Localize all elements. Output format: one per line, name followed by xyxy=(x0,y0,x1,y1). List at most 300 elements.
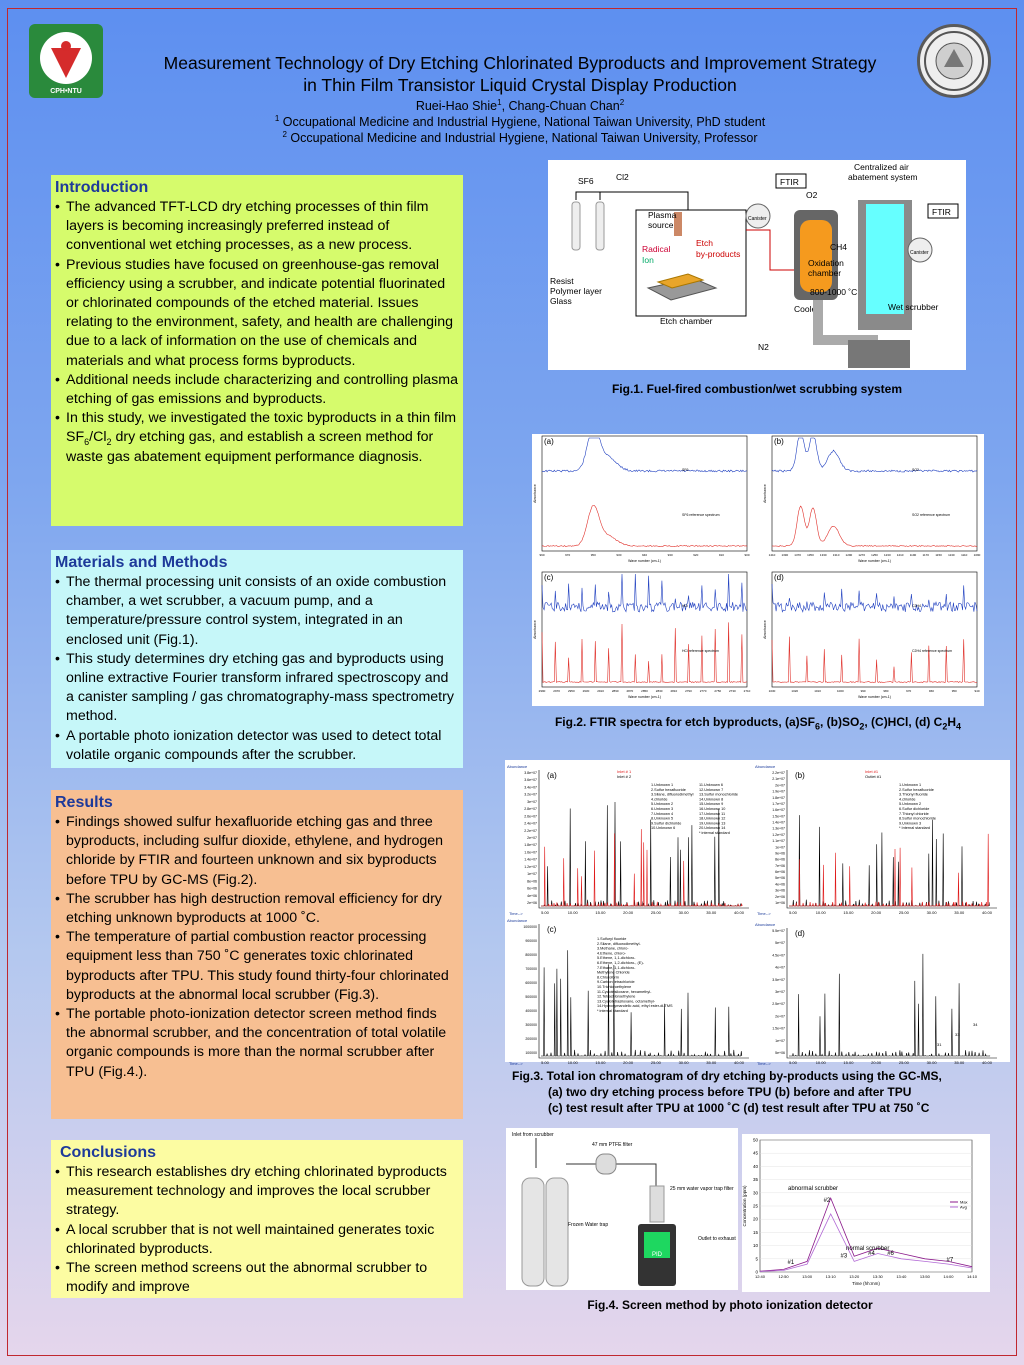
fig3-xtick: 30.00 xyxy=(926,910,937,915)
fig3-xtick: 5.00 xyxy=(541,910,549,915)
fig3-legend: Inlet # 1 xyxy=(617,769,632,774)
fig4-legend-label: Avg xyxy=(960,1204,967,1210)
fig2-xlabel: Wave number (cm-1) xyxy=(628,559,661,563)
fig2-tick: 1170 xyxy=(922,553,929,557)
fig1-n2: N2 xyxy=(758,342,769,352)
fig3-ytick: 7e+06 xyxy=(775,863,785,868)
fig3-time: Time--> xyxy=(757,1061,771,1066)
fig2-legend-reference: SF6 reference spectrum xyxy=(682,513,720,517)
fig2-panel-1 xyxy=(533,436,750,563)
fig3-ytick: 1000000 xyxy=(523,925,537,929)
fig2-tick: 2870 xyxy=(626,689,634,693)
fig3-compound: 10.Trichloroethylene xyxy=(597,985,632,989)
fig3-xtick: 25.00 xyxy=(650,1060,661,1065)
fig4-ytick: 40 xyxy=(752,1163,758,1169)
fig3-compound: 11.Unknown 6 xyxy=(699,783,723,787)
fig3-compound: 12.Unknown 7 xyxy=(699,787,724,792)
fig2-tick: 2850 xyxy=(641,689,648,693)
fig4-ytick: 5 xyxy=(755,1256,758,1262)
fig3-ytick: 2.4e+07 xyxy=(524,821,537,826)
fig4-trap: 25 mm water vapor trap filter xyxy=(670,1186,734,1192)
affiliation-2: $^2$ Occupational Medicine and Industrial Hygiene, National Taiwan University, Professor xyxy=(282,129,758,145)
fig3-ytick: 4e+06 xyxy=(527,893,537,898)
fig4-mark: #1 xyxy=(787,1260,795,1267)
fig2-tick: 1410 xyxy=(768,553,776,557)
fig3-compound: 5.Ethene, 1,1-dichloro- xyxy=(597,956,636,961)
fig3-ytick: 3e+06 xyxy=(775,888,785,893)
fig3-panel-3 xyxy=(507,918,749,1066)
fig4-xtick: 13:40 xyxy=(896,1274,907,1279)
fig3-compound: 8.Sulfur monochloride xyxy=(899,816,936,821)
fig1-cl2: Cl2 xyxy=(616,172,629,182)
fig2-tick: 1000 xyxy=(836,689,844,693)
fig2-ylabel: Absorbance xyxy=(763,484,767,503)
fig3-panel-label: (d) xyxy=(795,929,805,938)
fig3-peak-label: 31 xyxy=(937,1042,942,1047)
fig4-pid: PID xyxy=(652,1252,663,1258)
fig3-compound: 7.Thionyl chloride xyxy=(899,811,929,816)
fig3-ytick: 3.4e+07 xyxy=(524,785,537,790)
fig2-tick: 2890 xyxy=(611,689,619,693)
fig4-xtick: 14:00 xyxy=(943,1274,954,1279)
fig3-ytick: 1.6e+07 xyxy=(524,850,537,855)
fig3-compound: Methylene Chloride xyxy=(597,970,630,975)
fig3-ytick: 1.6e+07 xyxy=(772,808,785,813)
fig4-ytick: 20 xyxy=(752,1216,758,1222)
fig3-ytick: 1.9e+07 xyxy=(772,789,785,794)
fig4-ytick: 45 xyxy=(752,1150,758,1156)
fig2-tick: 950 xyxy=(590,553,596,557)
fig4-ytick: 25 xyxy=(752,1203,758,1209)
fig1-o2: O2 xyxy=(806,190,818,200)
fig2-ylabel: Absorbance xyxy=(533,484,537,503)
fig3-time: Time--> xyxy=(757,911,771,916)
fig2-tick: 980 xyxy=(883,689,889,693)
fig3-compound: 4.Ethene, chloro- xyxy=(597,951,626,956)
fig3-ytick: 1.5e+07 xyxy=(772,814,785,819)
svg-text:CPH•NTU: CPH•NTU xyxy=(50,88,82,95)
intro-bullet-1: • The advanced TFT-LCD dry etching processes of thin film layers is becoming increasingly preferred instead of conventional wet etching processes, as a new process. xyxy=(55,198,458,256)
fig2-tick: 1250 xyxy=(871,553,878,557)
fig3-xtick: 15.00 xyxy=(595,910,606,915)
fig2-tick: 960 xyxy=(928,689,934,693)
fig2-tick: 970 xyxy=(565,553,571,557)
fig2-tick: 1190 xyxy=(909,553,917,557)
fig3-ytick: 2.2e+07 xyxy=(524,828,537,833)
fig3-ytick: 1.2e+07 xyxy=(524,864,537,869)
fig1-ion: Ion xyxy=(642,255,654,265)
svg-text:chamber: chamber xyxy=(808,268,842,278)
fig2-tick: 1370 xyxy=(794,553,801,557)
fig3-compound: 5.Unknown 2 xyxy=(899,802,922,807)
fig2-tick: 1150 xyxy=(935,553,942,557)
fig3-xtick: 25.00 xyxy=(650,910,661,915)
fig3-compound: 4.chloride xyxy=(651,797,668,802)
fig2-legend-reference: C2H4 reference spectrum xyxy=(912,649,953,653)
fig4-ytick: 30 xyxy=(752,1190,758,1196)
fig2-tick: 1020 xyxy=(791,689,799,693)
fig1-oxidation: Oxidation xyxy=(808,258,844,268)
fig3-ytick: 3e+07 xyxy=(527,799,537,804)
fig3-xtick: 25.00 xyxy=(898,910,909,915)
fig3-xtick: 15.00 xyxy=(843,1060,854,1065)
fig1-polymer: Polymer layer xyxy=(550,286,602,296)
fig1-temp: 800-1000 ˚C xyxy=(810,287,858,297)
fig3-compound: * internal standard xyxy=(699,831,730,835)
fig4-ytick: 50 xyxy=(752,1137,758,1143)
authors: Ruei-Hao Shie$^1$, Chang-Chuan Chan$^2$ xyxy=(415,97,625,113)
results-bullet-1: • Findings showed sulfur hexafluoride etching gas and three byproducts, including sulfur dioxide, ethylene, and hydrogen chloride by FTIR and fourteen unknown and six byproducts before TPU by GC-MS (Fig.2). xyxy=(55,813,458,890)
fig3-ytick: 500000 xyxy=(525,995,537,999)
fig4-plot xyxy=(742,1138,978,1287)
fig4-ytick: 15 xyxy=(752,1229,758,1235)
fig4-legend-label: Max xyxy=(960,1199,968,1205)
fig2-tick: 1390 xyxy=(781,553,789,557)
fig3-xtick: 30.00 xyxy=(678,1060,689,1065)
fig2-legend-reference: HCl reference spectrum xyxy=(682,649,719,653)
fig2-tick: 990 xyxy=(860,689,866,693)
fig3-ytick: 1.8e+07 xyxy=(524,843,537,848)
fig3-compound: * Internal standard xyxy=(899,826,931,831)
fig2-tick: 940 xyxy=(641,553,648,557)
fig1-glass: Glass xyxy=(550,296,572,306)
fig4-mark: #7 xyxy=(946,1257,954,1264)
conclusions-heading: Conclusions xyxy=(60,1144,157,1161)
fig2-tick: 910 xyxy=(718,553,724,557)
fig2-xlabel: Wave number (cm-1) xyxy=(628,695,661,699)
fig2-panel-2 xyxy=(763,436,981,563)
results-section xyxy=(51,790,463,1119)
fig2-tick: 1350 xyxy=(807,553,814,557)
fig3-xtick: 40.00 xyxy=(733,1060,745,1065)
fig1-ch4: CH4 xyxy=(830,242,848,252)
fig2-tick: 940 xyxy=(974,689,980,693)
fig3-ytick: 5e+06 xyxy=(775,1051,785,1055)
fig3-abundance: Abundance xyxy=(507,918,528,923)
fig3-xtick: 20.00 xyxy=(623,910,634,915)
fig3-xtick: 10.00 xyxy=(815,910,826,915)
fig1-diagram xyxy=(548,160,966,370)
cph-ntu-logo xyxy=(29,24,103,98)
fig2-tick: 2910 xyxy=(597,689,604,693)
fig2-tick: 2810 xyxy=(670,689,678,693)
fig3-compound: 12.Tetrachloroethylene xyxy=(597,994,636,999)
fig4-xtick: 13:50 xyxy=(919,1274,930,1279)
fig2-legend-sample: SO2 xyxy=(912,468,920,472)
methods-section xyxy=(51,550,463,768)
fig3-compound: 9.Carbon tetrachloride xyxy=(597,980,635,985)
fig3-chromatograms xyxy=(505,760,1010,1066)
fig3-compound: 17.Unknown 11 xyxy=(699,811,726,816)
poster-header xyxy=(110,52,930,146)
fig4-apparatus xyxy=(506,1128,738,1290)
fig4-ytick: 35 xyxy=(752,1177,758,1183)
fig3-ytick: 2e+06 xyxy=(527,901,537,905)
fig2-tick: 1030 xyxy=(768,689,776,693)
fig3-ytick: 4e+07 xyxy=(775,965,785,970)
fig3-compound: 2.Silane, difluorodimethyl- xyxy=(597,941,641,946)
fig2-tick: 2830 xyxy=(655,689,663,693)
fig3-panel-label: (b) xyxy=(795,771,805,780)
fig3-ytick: 800000 xyxy=(525,953,537,957)
fig3-compound: 19.Unknown 13 xyxy=(699,821,726,826)
fig2-tick: 930 xyxy=(616,553,622,557)
fig3-compound: 18.Unknown 12 xyxy=(699,816,726,821)
fig2-xlabel: Wave number (cm-1) xyxy=(858,695,891,699)
fig4-ytick: 10 xyxy=(752,1243,758,1249)
fig1-plasma: Plasma xyxy=(648,210,677,220)
title-line-2: in Thin Film Transistor Liquid Crystal Display Production xyxy=(303,75,737,95)
fig2-tick: 1010 xyxy=(814,689,821,693)
fig3-chromatogram-trace xyxy=(789,815,990,906)
svg-text:source: source xyxy=(648,220,674,230)
fig2-ylabel: Absorbance xyxy=(763,620,767,639)
fig4-xtick: 12:40 xyxy=(754,1274,766,1279)
fig2-tick: 1330 xyxy=(819,553,827,557)
fig2-legend-sample: C2H4 xyxy=(912,604,921,608)
fig3-ytick: 4.5e+07 xyxy=(772,953,785,958)
fig2-panel-label: (d) xyxy=(774,573,784,582)
fig3-xtick: 35.00 xyxy=(706,1060,717,1065)
fig3-ytick: 2.5e+07 xyxy=(772,1002,785,1007)
intro-bullet-4: • In this study, we investigated the toxic byproducts in a thin film $SF_6/Cl_2$ dry etching gas, and establish a screen method for waste gas abatement equipment performance diagnosis. xyxy=(55,409,458,467)
fig3-compound: 15.Unknown 9 xyxy=(699,802,724,807)
fig2-tick: 920 xyxy=(693,553,699,557)
fig3-ytick: 200000 xyxy=(525,1037,537,1041)
fig3-panel-label: (c) xyxy=(547,925,557,934)
fig3-xtick: 20.00 xyxy=(871,1060,882,1065)
fig3-compound: 3.Thionyl fluoride xyxy=(899,792,928,797)
fig3-xtick: 30.00 xyxy=(678,910,689,915)
fig2-tick: 900 xyxy=(744,553,750,557)
fig1-etch: Etch xyxy=(696,238,714,248)
fig3-compound: 6.Unknown 3 xyxy=(651,807,674,811)
affiliation-1: $^1$ Occupational Medicine and Industrial Hygiene, National Taiwan University, PhD student xyxy=(274,113,766,129)
fig3-legend: Inlet #1 xyxy=(865,769,879,774)
fig4-xtick: 13:10 xyxy=(825,1274,836,1279)
conclusions-bullet-1: • This research establishes dry etching chlorinated byproducts measurement technology and improves the local scrubber strategy. xyxy=(55,1163,458,1221)
fig3-ytick: 3e+07 xyxy=(775,990,785,994)
fig4-xtick: 13:00 xyxy=(802,1274,813,1279)
fig3-compound: 1.Unknown 1 xyxy=(899,783,922,787)
fig4-mark: #6 xyxy=(887,1250,894,1257)
fig1-etch-chamber: Etch chamber xyxy=(660,316,713,326)
fig3-ytick: 1e+07 xyxy=(775,1038,785,1043)
fig3-compound: 9.Sulfur dichloride xyxy=(651,821,682,826)
fig3-chromatogram-trace xyxy=(541,829,742,906)
fig3-ytick: 1.8e+07 xyxy=(772,795,785,800)
fig3-ytick: 2e+07 xyxy=(775,783,785,788)
fig2-legend-sample: HCl xyxy=(682,604,688,608)
fig1-resist: Resist xyxy=(550,276,574,286)
fig1-ftir-2: FTIR xyxy=(932,207,951,217)
fig3-compound: 1.Sulfuryl fluoride xyxy=(597,937,627,941)
fig3-ytick: 2e+06 xyxy=(775,894,785,899)
fig3-compound: 13.Sulfur monochloride xyxy=(699,792,739,797)
fig3-xtick: 30.00 xyxy=(926,1060,937,1065)
fig2-tick: 950 xyxy=(951,689,957,693)
fig4-chart xyxy=(742,1134,990,1292)
fig3-ytick: 3.5e+07 xyxy=(772,977,785,982)
fig3-ytick: 1.7e+07 xyxy=(772,801,785,806)
fig3-xtick: 10.00 xyxy=(815,1060,826,1065)
fig3-ytick: 5e+07 xyxy=(775,941,785,946)
fig3-legend: Inlet # 2 xyxy=(617,774,632,779)
fig2-panel-label: (c) xyxy=(544,573,554,582)
methods-bullet-1: • The thermal processing unit consists of an oxide combustion chamber, a wet scrubber, a vacuum pump, and a temperature/pressure control system, integrated in an enclosed unit (Fig.1). xyxy=(55,573,458,650)
fig3-panel-1 xyxy=(507,764,749,916)
fig4-mark: #3 xyxy=(840,1253,848,1260)
fig3-ytick: 1.5e+07 xyxy=(772,1026,785,1031)
fig1-caption: Fig.1. Fuel-fired combustion/wet scrubbing system xyxy=(611,382,903,396)
fig3-xtick: 10.00 xyxy=(567,910,578,915)
fig3-abundance: Abundance xyxy=(755,764,776,769)
fig2-tick: 930 xyxy=(667,553,673,557)
fig3-ytick: 1.3e+07 xyxy=(772,826,785,831)
results-bullet-3: • The temperature of partial combustion reactor processing equipment less than 750 ˚C generates toxic chlorinated byproducts after TPU. This study found thirty-four chlorinated byproducts at the abnormal local scrubber (Fig.3). xyxy=(55,928,458,1005)
methods-bullet-2: • This study determines dry etching gas and byproducts using online extractive Fourier transform infrared spectroscopy and a canister sampling / gas chromatography-mass spectrometry method. xyxy=(55,650,458,727)
fig3-xtick: 25.00 xyxy=(898,1060,909,1065)
fig2-tick: 1310 xyxy=(832,553,840,557)
fig3-ytick: 5e+06 xyxy=(775,876,785,881)
fig4-ylabel: Concentration (ppm) xyxy=(742,1185,747,1227)
fig2-tick: 1110 xyxy=(961,553,968,557)
fig3-xtick: 40.00 xyxy=(981,910,993,915)
fig3-xtick: 40.00 xyxy=(981,1060,993,1065)
fig3-xtick: 15.00 xyxy=(595,1060,606,1065)
fig4-xlabel: Time (hh:mm) xyxy=(852,1281,880,1286)
fig2-panel-4 xyxy=(763,572,980,699)
fig3-compound: * internal standard xyxy=(597,1009,628,1013)
fig3-xtick: 35.00 xyxy=(954,1060,965,1065)
fig3-chromatogram-trace xyxy=(789,954,990,1056)
fig3-caption: Fig.3. Total ion chromatogram of dry etching by-products using the GC-MS, (a) two dry etching process before TPU (b) before and after TPU (c) test result after TPU at 1000 ˚C (d) test result after TPU at 750 ˚C xyxy=(512,1069,942,1115)
fig3-ytick: 300000 xyxy=(525,1023,537,1027)
fig3-xtick: 20.00 xyxy=(623,1060,634,1065)
fig3-compound: 2.Sulfur hexafluoride xyxy=(899,787,934,792)
fig3-compound: 13.Cyclotetrasiloxane, octamethyl- xyxy=(597,999,656,1004)
fig3-peak-label: 34 xyxy=(973,1022,978,1027)
fig3-compound: 2.Sulfur hexafluoride xyxy=(651,787,686,792)
svg-text:by-products: by-products xyxy=(696,249,741,259)
fig2-tick: 2930 xyxy=(582,689,590,693)
fig3-ytick: 1.2e+07 xyxy=(772,832,785,837)
svg-text:abatement system: abatement system xyxy=(848,172,918,182)
fig3-ytick: 3.2e+07 xyxy=(524,792,537,797)
fig3-panel-4 xyxy=(755,922,997,1066)
fig3-xtick: 20.00 xyxy=(871,910,882,915)
fig4-filter: 47 mm PTFE filter xyxy=(592,1142,633,1148)
fig2-tick: 970 xyxy=(906,689,912,693)
fig2-caption: Fig.2. FTIR spectra for etch byproducts, $(a)SF_6$, $(b)SO_2$, (C)HCl, (d) $C_2H_4$ xyxy=(554,715,962,732)
fig3-compound: 11.Cyclotrisiloxane, hexamethyl- xyxy=(597,989,652,994)
fig3-compound: 8.Unknown 5 xyxy=(651,816,674,821)
fig2-tick: 2730 xyxy=(729,689,736,693)
fig4-xtick: 13:30 xyxy=(872,1274,883,1279)
fig3-legend: Outlet #1 xyxy=(865,774,882,779)
fig2-tick: 2970 xyxy=(553,689,560,693)
fig3-ytick: 8e+06 xyxy=(527,879,537,884)
fig3-compound: 5.Unknown 2 xyxy=(651,802,674,807)
fig3-xtick: 5.00 xyxy=(789,1060,797,1065)
fig3-ytick: 9e+06 xyxy=(775,851,785,856)
fig3-ytick: 5.5e+07 xyxy=(772,929,785,933)
fig3-abundance: Abundance xyxy=(755,922,776,927)
intro-bullet-3: • Additional needs include characterizing and controlling plasma etching of gas emissions and byproducts. xyxy=(55,371,458,409)
fig1-sf6: SF6 xyxy=(578,176,594,186)
fig3-compound: 7.Ethane, 1,1-dichloro- xyxy=(597,965,636,970)
fig2-legend-reference: SO2 reference spectrum xyxy=(912,513,951,517)
fig2-tick: 2990 xyxy=(538,689,546,693)
fig4-abnormal-label: abnormal scrubber xyxy=(788,1186,839,1192)
fig3-ytick: 400000 xyxy=(525,1009,537,1013)
fig3-xtick: 40.00 xyxy=(733,910,745,915)
fig1-radical: Radical xyxy=(642,244,671,254)
fig2-tick: 990 xyxy=(539,553,545,557)
fig3-xtick: 15.00 xyxy=(843,910,854,915)
fig1-canister-1: Canister xyxy=(748,216,767,222)
fig3-abundance: Abundance xyxy=(507,764,528,769)
fig1-wet-scrubber: Wet scrubber xyxy=(888,302,939,312)
fig3-xtick: 5.00 xyxy=(789,910,797,915)
fig3-ytick: 2.6e+07 xyxy=(524,814,537,819)
fig3-peak-label: 33 xyxy=(955,1032,960,1037)
fig4-xtick: 14:10 xyxy=(966,1274,978,1279)
fig3-compound: 3.Silane, difluorodimethyl xyxy=(651,792,694,797)
methods-heading: Materials and Methods xyxy=(55,554,228,571)
fig3-ytick: 8e+06 xyxy=(775,857,785,862)
fig3-ytick: 1e+07 xyxy=(527,872,537,877)
introduction-heading: Introduction xyxy=(55,179,149,196)
fig3-ytick: 600000 xyxy=(525,981,537,985)
fig3-ytick: 1e+06 xyxy=(775,901,785,905)
methods-bullet-3: • A portable photo ionization detector was used to detect total volatile organic compounds after the scrubber. xyxy=(55,727,458,765)
fig2-ylabel: Absorbance xyxy=(533,620,537,639)
fig3-ytick: 2.1e+07 xyxy=(772,777,785,782)
fig3-ytick: 4e+06 xyxy=(775,882,785,887)
fig3-compound: 10.Unknown 6 xyxy=(651,826,676,831)
conclusions-bullet-3: • The screen method screens out the abnormal scrubber to modify and improve xyxy=(55,1259,458,1297)
fig4-caption: Fig.4. Screen method by photo ionization detector xyxy=(587,1298,873,1312)
fig3-ytick: 1e+07 xyxy=(775,845,785,850)
fig3-ytick: 1.4e+07 xyxy=(772,820,785,825)
fig2-tick: 2710 xyxy=(743,689,751,693)
fig3-compound: 1.Unknown 1 xyxy=(651,783,674,787)
fig4-mark: #4 xyxy=(868,1250,875,1257)
fig2-tick: 2750 xyxy=(714,689,722,693)
fig3-ytick: 1.4e+07 xyxy=(524,857,537,862)
fig2-panel-3 xyxy=(533,572,751,699)
fig2-tick: 1210 xyxy=(896,553,904,557)
fig2-tick: 2950 xyxy=(567,689,575,693)
fig2-tick: 1290 xyxy=(845,553,853,557)
fig3-time: Time--> xyxy=(509,911,523,916)
fig3-xtick: 10.00 xyxy=(567,1060,578,1065)
fig4-ytick: 0 xyxy=(755,1269,758,1275)
fig3-compound: 16.Unknown 10 xyxy=(699,807,726,811)
fig3-ytick: 3.8e+07 xyxy=(524,771,537,775)
fig4-inlet: Inlet from scrubber xyxy=(512,1132,554,1138)
fig3-ytick: 6e+06 xyxy=(527,886,537,891)
fig3-ytick: 6e+06 xyxy=(775,870,785,875)
fig1-cooler: Cooler xyxy=(794,304,820,314)
fig3-ytick: 2.2e+07 xyxy=(772,771,785,775)
fig4-xtick: 12:50 xyxy=(778,1274,789,1279)
fig3-panel-2 xyxy=(755,764,997,916)
title-line-1: Measurement Technology of Dry Etching Chlorinated Byproducts and Improvement Strategy xyxy=(163,53,877,73)
fig3-compound: 7.Unknown 4 xyxy=(651,811,674,816)
fig4-xtick: 13:20 xyxy=(849,1274,860,1279)
